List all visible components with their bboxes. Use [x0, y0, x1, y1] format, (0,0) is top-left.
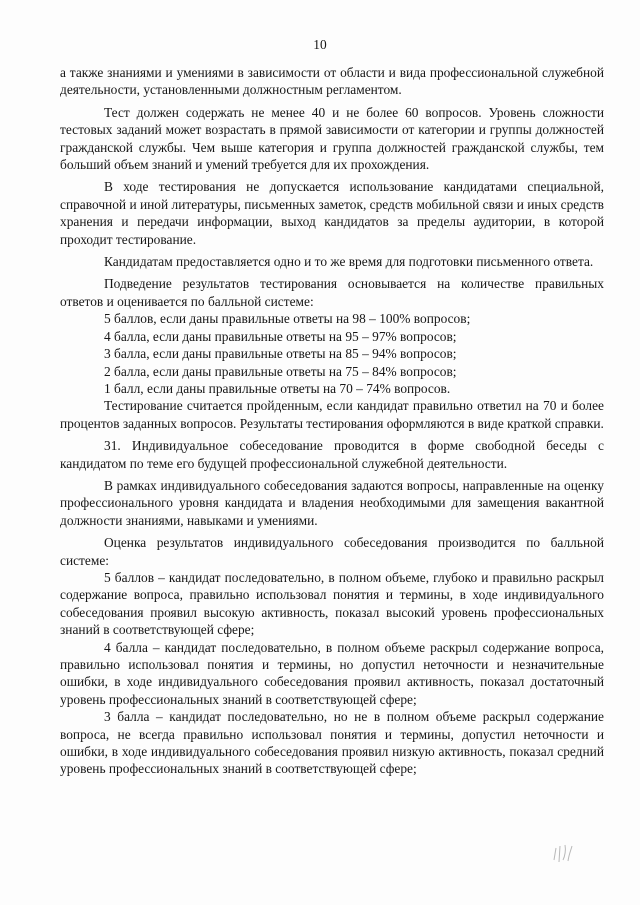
- score-item-5: 5 баллов, если даны правильные ответы на 98 – 100% вопросов;: [104, 311, 471, 327]
- score-item-1: 1 балл, если даны правильные ответы на 70 – 74% вопросов.: [104, 380, 451, 396]
- paragraph-interview: 31. Индивидуальное собеседование проводится в форме свободной беседы с кандидатом по теме его будущей профессиональной служебной деятельности.: [60, 438, 604, 471]
- paragraph-interview-scoring: Оценка результатов индивидуального собеседования производится по балльной системе:: [60, 535, 604, 568]
- interview-score-4: 4 балла – кандидат последовательно, в полном объеме раскрыл содержание вопроса, правильно использовал понятия и термины, но допустил неточности и незначительные ошибки, в ходе индивидуального собеседования проявил активность, показал достаточный уровень профессиональных знаний в соответствующей сфере;: [60, 639, 604, 707]
- interview-score-5: 5 баллов – кандидат последовательно, в полном объеме, глубоко и правильно раскрыл содержание вопроса, правильно использовал понятия и термины, в ходе индивидуального собеседования проявил высокую активность, показал высокий уровень профессиональных знаний в соответствующей сфере;: [60, 569, 604, 638]
- paragraph-interview-questions: В рамках индивидуального собеседования задаются вопросы, направленные на оценку профессионального уровня кандидата и владения необходимыми для замещения вакантной должности знаниями, навыками и умениями.: [60, 477, 604, 528]
- paragraph-test-requirements: Тест должен содержать не менее 40 и не более 60 вопросов. Уровень сложности тестовых заданий может возрастать в прямой зависимости от категории и группы должностей гражданской службы. Чем выше категория и группа должностей гражданской службы, тем больший объем знаний и умений требуется для их прохождения.: [60, 104, 604, 173]
- score-item-4: 4 балла, если даны правильные ответы на 95 – 97% вопросов;: [104, 328, 457, 344]
- paragraph-test-restrictions: В ходе тестирования не допускается использование кандидатами специальной, справочной и иной литературы, письменных заметок, средств мобильной связи и иных средств хранения и передачи информации, выход кандидатов за пределы аудитории, в которой проходит тестирование.: [60, 179, 604, 247]
- document-body: [60, 64, 604, 778]
- handwritten-mark-icon: [548, 838, 578, 868]
- paragraph-test-time: Кандидатам предоставляется одно и то же время для подготовки письменного ответа.: [104, 254, 594, 270]
- page-number: 10: [313, 37, 327, 52]
- score-item-3: 3 балла, если даны правильные ответы на 85 – 94% вопросов;: [104, 346, 457, 362]
- paragraph-test-passed: Тестирование считается пройденным, если кандидат правильно ответил на 70 и более процентов заданных вопросов. Результаты тестирования оформляются в виде краткой справки.: [60, 398, 604, 431]
- interview-score-3: 3 балла – кандидат последовательно, но не в полном объеме раскрыл содержание вопроса, не всегда правильно использовал понятия и термины, допустил неточности и ошибки, в ходе индивидуального собеседования проявил низкую активность, показал средний уровень профессиональных знаний в соответствующей сфере;: [60, 709, 604, 777]
- paragraph-continuation: а также знаниями и умениями в зависимости от области и вида профессиональной служебной деятельности, установленными должностным регламентом.: [60, 65, 604, 98]
- score-item-2: 2 балла, если даны правильные ответы на 75 – 84% вопросов;: [104, 363, 457, 379]
- paragraph-test-scoring: Подведение результатов тестирования основывается на количестве правильных ответов и оценивается по балльной системе:: [60, 276, 604, 309]
